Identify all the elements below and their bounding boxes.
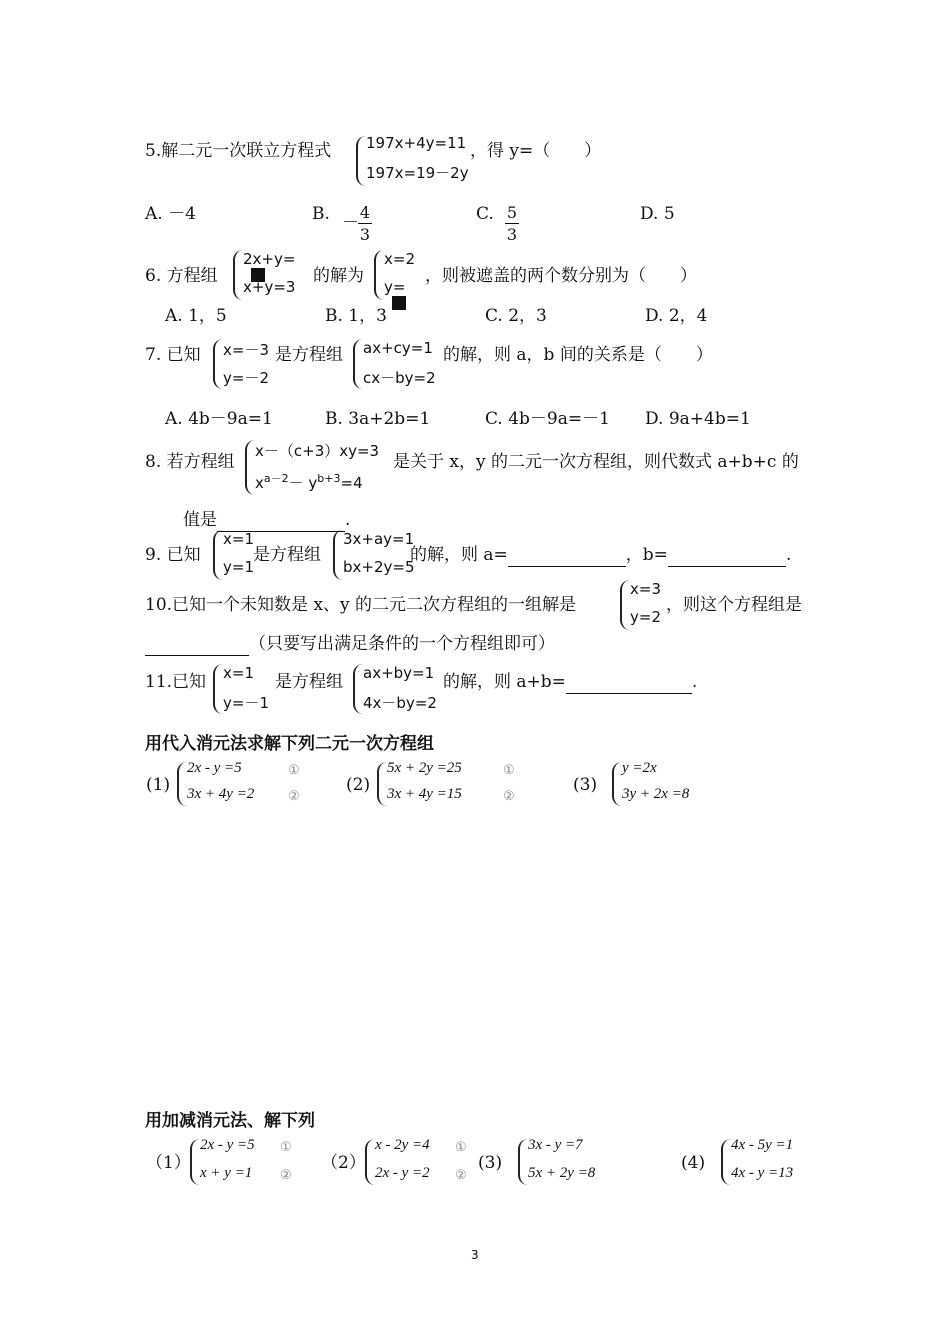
sec1-p1-system (177, 760, 255, 806)
q6-option-c: C. 2，3 (485, 306, 547, 326)
q6-eq1: 2x+y= (243, 250, 296, 268)
q8-system (245, 440, 380, 495)
sec2-p2-eq1: x - 2y =4 (375, 1137, 430, 1153)
q11-mid: 是方程组 (275, 672, 343, 692)
q7-mid: 是方程组 (275, 345, 343, 365)
sec1-p2-label: (2) (346, 775, 371, 795)
q7-option-a: A. 4b－9a=1 (165, 409, 273, 429)
q5-option-b-sign: － (342, 213, 359, 233)
q9-b-blank[interactable] (668, 544, 786, 567)
q5-eq2: 197x=19－2y (366, 164, 469, 182)
q11-prefix: 11.已知 (145, 672, 207, 692)
sec1-p2-system (377, 760, 462, 806)
sec2-p1-marker-2: ② (280, 1168, 292, 1183)
sec2-p1-system (190, 1137, 255, 1185)
sec1-p2-marker-1: ① (503, 763, 515, 778)
sec2-p4-system (721, 1137, 794, 1185)
q7-option-b: B. 3a+2b=1 (325, 409, 431, 429)
sec1-p3-eq2: 3y + 2x =8 (622, 786, 690, 802)
q5-option-b-label: B. (312, 204, 330, 224)
q6-solution (374, 250, 415, 300)
q11-eq1: ax+by=1 (363, 664, 435, 682)
sec2-p1-eq1: 2x - y =5 (200, 1137, 255, 1153)
q10-line2-text: （只要写出满足条件的一个方程组即可） (249, 634, 555, 654)
q9-system (333, 530, 415, 580)
sec2-p3-system (518, 1137, 596, 1185)
sec2-p3-eq2: 5x + 2y =8 (528, 1165, 596, 1181)
q11-suffix: 的解，则 a+b= (443, 672, 566, 692)
sec1-p1-marker-1: ① (288, 763, 300, 778)
q10-line2 (145, 633, 555, 656)
q10-sol1: x=3 (630, 580, 661, 598)
page-number: 3 (471, 1248, 479, 1262)
q7-solution (213, 339, 269, 389)
q5-c-numerator: 5 (506, 203, 518, 222)
q5-system (356, 134, 469, 186)
q6-covered-box-2 (392, 296, 406, 310)
q8-eq2-rhs: =4 (340, 474, 363, 492)
q8-eq2-exponent-1: a－2 (263, 472, 289, 485)
sec1-p3-system (612, 760, 690, 806)
q9-sol1: x=1 (223, 530, 254, 548)
q7-eq1: ax+cy=1 (363, 339, 433, 357)
sec2-p2-label: （2） (321, 1153, 366, 1173)
q7-sol2: y=－2 (223, 369, 269, 387)
sec2-p2-system (365, 1137, 430, 1185)
sec2-p2-eq2: 2x - y =2 (375, 1165, 430, 1181)
q7-option-c: C. 4b－9a=－1 (485, 409, 610, 429)
q11-period: . (691, 672, 698, 692)
q5-c-denominator: 3 (506, 225, 518, 244)
q6-option-b: B. 1，3 (325, 306, 387, 326)
q6-sol2: y= (384, 278, 406, 296)
q6-eq2: x+y=3 (243, 278, 296, 296)
q9-b-label: ，b= (625, 545, 668, 565)
q11-suffix-line (443, 671, 697, 694)
q11-system (353, 664, 437, 714)
q8-answer-blank[interactable] (217, 509, 345, 532)
sec1-p3-eq1: y =2x (622, 760, 657, 776)
sec1-p3-label: (3) (573, 775, 598, 795)
q9-suffix: 的解，则 a= (410, 545, 508, 565)
q5-b-denominator: 3 (359, 225, 371, 244)
q8-line2-period: . (345, 510, 351, 530)
q10-prefix: 10.已知一个未知数是 x、y 的二元二次方程组的一组解是 (145, 595, 577, 615)
q5-suffix: ，得 y=（ ） (470, 141, 602, 161)
q5-b-numerator: 4 (359, 203, 371, 222)
q10-suffix: ，则这个方程组是 (666, 595, 802, 615)
q8-eq2-exponent-2: b+3 (317, 472, 341, 485)
q9-period: . (785, 545, 792, 565)
q11-sol2: y=－1 (223, 694, 269, 712)
q9-a-blank[interactable] (508, 544, 626, 567)
q8-eq2-x: x (255, 474, 264, 492)
q5-option-d: D. 5 (640, 204, 675, 224)
q6-sol1: x=2 (384, 250, 415, 268)
q6-system (233, 250, 296, 300)
sec2-p1-eq2: x + y =1 (200, 1165, 253, 1181)
sec2-p1-label: （1） (146, 1153, 191, 1173)
q11-answer-blank[interactable] (566, 671, 692, 694)
q5-option-a: A. －4 (145, 204, 196, 224)
q5-option-c-fraction (505, 203, 519, 244)
q7-suffix: 的解，则 a，b 间的关系是（ ） (443, 345, 713, 365)
q6-mid: 的解为 (313, 266, 364, 286)
q9-suffix-line (410, 544, 791, 567)
q7-sol1: x=－3 (223, 341, 269, 359)
sec2-p3-eq1: 3x - y =7 (528, 1137, 583, 1153)
q11-solution (213, 664, 269, 714)
section-1-title: 用代入消元法求解下列二元一次方程组 (145, 734, 434, 754)
q8-prefix: 8. 若方程组 (145, 452, 235, 472)
q10-answer-blank[interactable] (145, 633, 249, 656)
sec2-p4-eq2: 4x - y =13 (731, 1165, 794, 1181)
sec1-p2-marker-2: ② (503, 789, 515, 804)
q7-prefix: 7. 已知 (145, 345, 201, 365)
q5-option-c-label: C. (476, 204, 494, 224)
q5-eq1: 197x+4y=11 (366, 134, 467, 152)
q8-eq1: x－（c+3）xy=3 (255, 442, 380, 460)
sec2-p2-marker-1: ① (455, 1140, 467, 1155)
q9-prefix: 9. 已知 (145, 545, 201, 565)
q7-system (353, 339, 436, 389)
sec1-p1-marker-2: ② (288, 789, 300, 804)
sec2-p4-label: (4) (681, 1153, 706, 1173)
q8-line2 (183, 509, 350, 532)
sec2-p4-eq1: 4x - 5y =1 (731, 1137, 794, 1153)
q6-suffix: ，则被遮盖的两个数分别为（ ） (425, 266, 697, 286)
sec1-p2-eq2: 3x + 4y =15 (387, 786, 462, 802)
q6-prefix: 6. 方程组 (145, 266, 218, 286)
q7-eq2: cx－by=2 (363, 369, 436, 387)
sec2-p2-marker-2: ② (455, 1168, 467, 1183)
q8-eq2 (255, 470, 363, 493)
q7-option-d: D. 9a+4b=1 (645, 409, 751, 429)
q9-sol2: y=1 (223, 558, 254, 576)
section-2-title: 用加减消元法、解下列 (145, 1111, 315, 1131)
q9-eq2: bx+2y=5 (343, 558, 415, 576)
q9-eq1: 3x+ay=1 (343, 530, 415, 548)
q8-eq2-y: － y (288, 474, 318, 492)
q8-suffix: 是关于 x，y 的二元一次方程组，则代数式 a+b+c 的 (393, 452, 799, 472)
sec2-p3-label: (3) (478, 1153, 503, 1173)
sec1-p1-eq2: 3x + 4y =2 (187, 786, 255, 802)
q6-option-a: A. 1，5 (165, 306, 227, 326)
sec1-p1-eq1: 2x - y =5 (187, 760, 242, 776)
q9-mid: 是方程组 (253, 545, 321, 565)
q6-option-d: D. 2，4 (645, 306, 708, 326)
q10-solution (620, 580, 661, 630)
q11-sol1: x=1 (223, 664, 254, 682)
sec1-p2-eq1: 5x + 2y =25 (387, 760, 462, 776)
q5-prefix: 5.解二元一次联立方程式 (145, 141, 332, 161)
sec1-p1-label: (1) (146, 775, 171, 795)
q10-sol2: y=2 (630, 608, 661, 626)
q9-solution (213, 530, 254, 580)
sec2-p1-marker-1: ① (280, 1140, 292, 1155)
q5-option-b-fraction (358, 203, 372, 244)
q8-line2-text: 值是 (183, 510, 217, 530)
q11-eq2: 4x－by=2 (363, 694, 437, 712)
